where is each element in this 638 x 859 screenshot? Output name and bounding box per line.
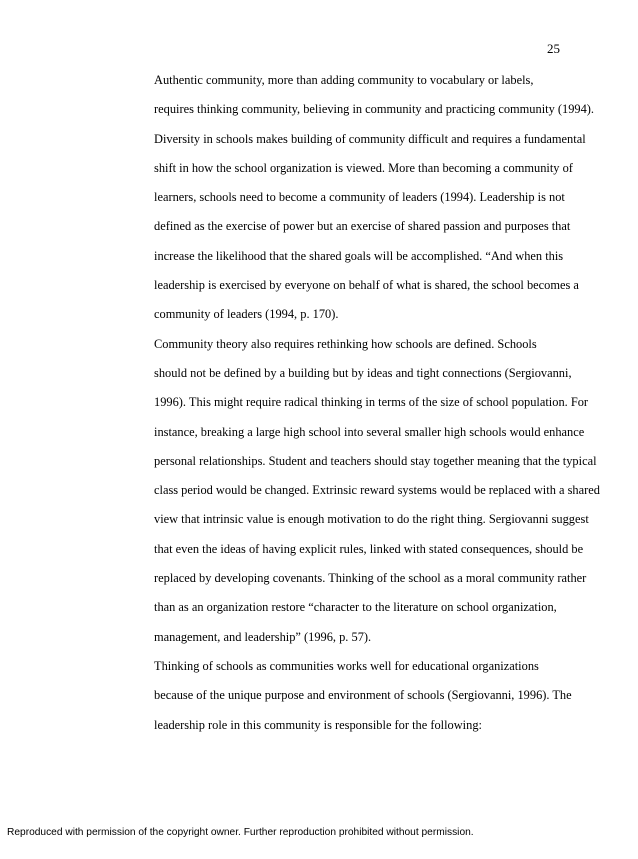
text-line: leadership is exercised by everyone on behalf of what is shared, the school becomes a	[154, 278, 579, 293]
paragraph-schools-as-communities	[118, 652, 573, 740]
text-line: defined as the exercise of power but an exercise of shared passion and purposes that	[154, 219, 571, 234]
text-line: shift in how the school organization is viewed. More than becoming a community of	[154, 160, 573, 175]
text-line: requires thinking community, believing in community and practicing community (1994).	[154, 102, 595, 117]
text-line: replaced by developing covenants. Thinking of the school as a moral community rather	[154, 571, 587, 586]
text-line: Diversity in schools makes building of community difficult and requires a fundamental	[154, 131, 586, 146]
copyright-footer: Reproduced with permission of the copyright owner. Further reproduction prohibited without permission.	[7, 827, 474, 838]
text-line: personal relationships. Student and teachers should stay together meaning that the typical	[154, 453, 597, 468]
text-line: should not be defined by a building but by ideas and tight connections (Sergiovanni,	[154, 365, 572, 380]
text-line: Authentic community, more than adding community to vocabulary or labels,	[154, 73, 534, 87]
page-number: 25	[547, 41, 560, 56]
text-line: than as an organization restore “character to the literature on school organization,	[154, 600, 557, 615]
text-line: because of the unique purpose and environment of schools (Sergiovanni, 1996). The	[154, 688, 572, 703]
text-line: 1996). This might require radical thinking in terms of the size of school population. For	[154, 395, 589, 410]
paragraph-authentic-community	[118, 66, 595, 330]
document-body	[118, 66, 600, 740]
text-line: instance, breaking a large high school into several smaller high schools would enhance	[154, 424, 585, 439]
text-line: leadership role in this community is responsible for the following:	[154, 717, 482, 732]
text-line: Thinking of schools as communities works well for educational organizations	[154, 658, 539, 673]
text-line: view that intrinsic value is enough motivation to do the right thing. Sergiovanni suggest	[154, 512, 589, 527]
text-line: learners, schools need to become a community of leaders (1994). Leadership is not	[154, 190, 565, 205]
text-line: Community theory also requires rethinking how schools are defined. Schools	[154, 336, 537, 351]
text-line: management, and leadership” (1996, p. 57).	[154, 629, 372, 644]
text-line: increase the likelihood that the shared goals will be accomplished. “And when this	[154, 248, 564, 263]
paragraph-community-theory	[118, 330, 600, 652]
text-line: that even the ideas of having explicit rules, linked with stated consequences, should be	[154, 541, 584, 556]
text-line: community of leaders (1994, p. 170).	[154, 307, 339, 322]
text-line: class period would be changed. Extrinsic reward systems would be replaced with a shared	[154, 483, 600, 498]
